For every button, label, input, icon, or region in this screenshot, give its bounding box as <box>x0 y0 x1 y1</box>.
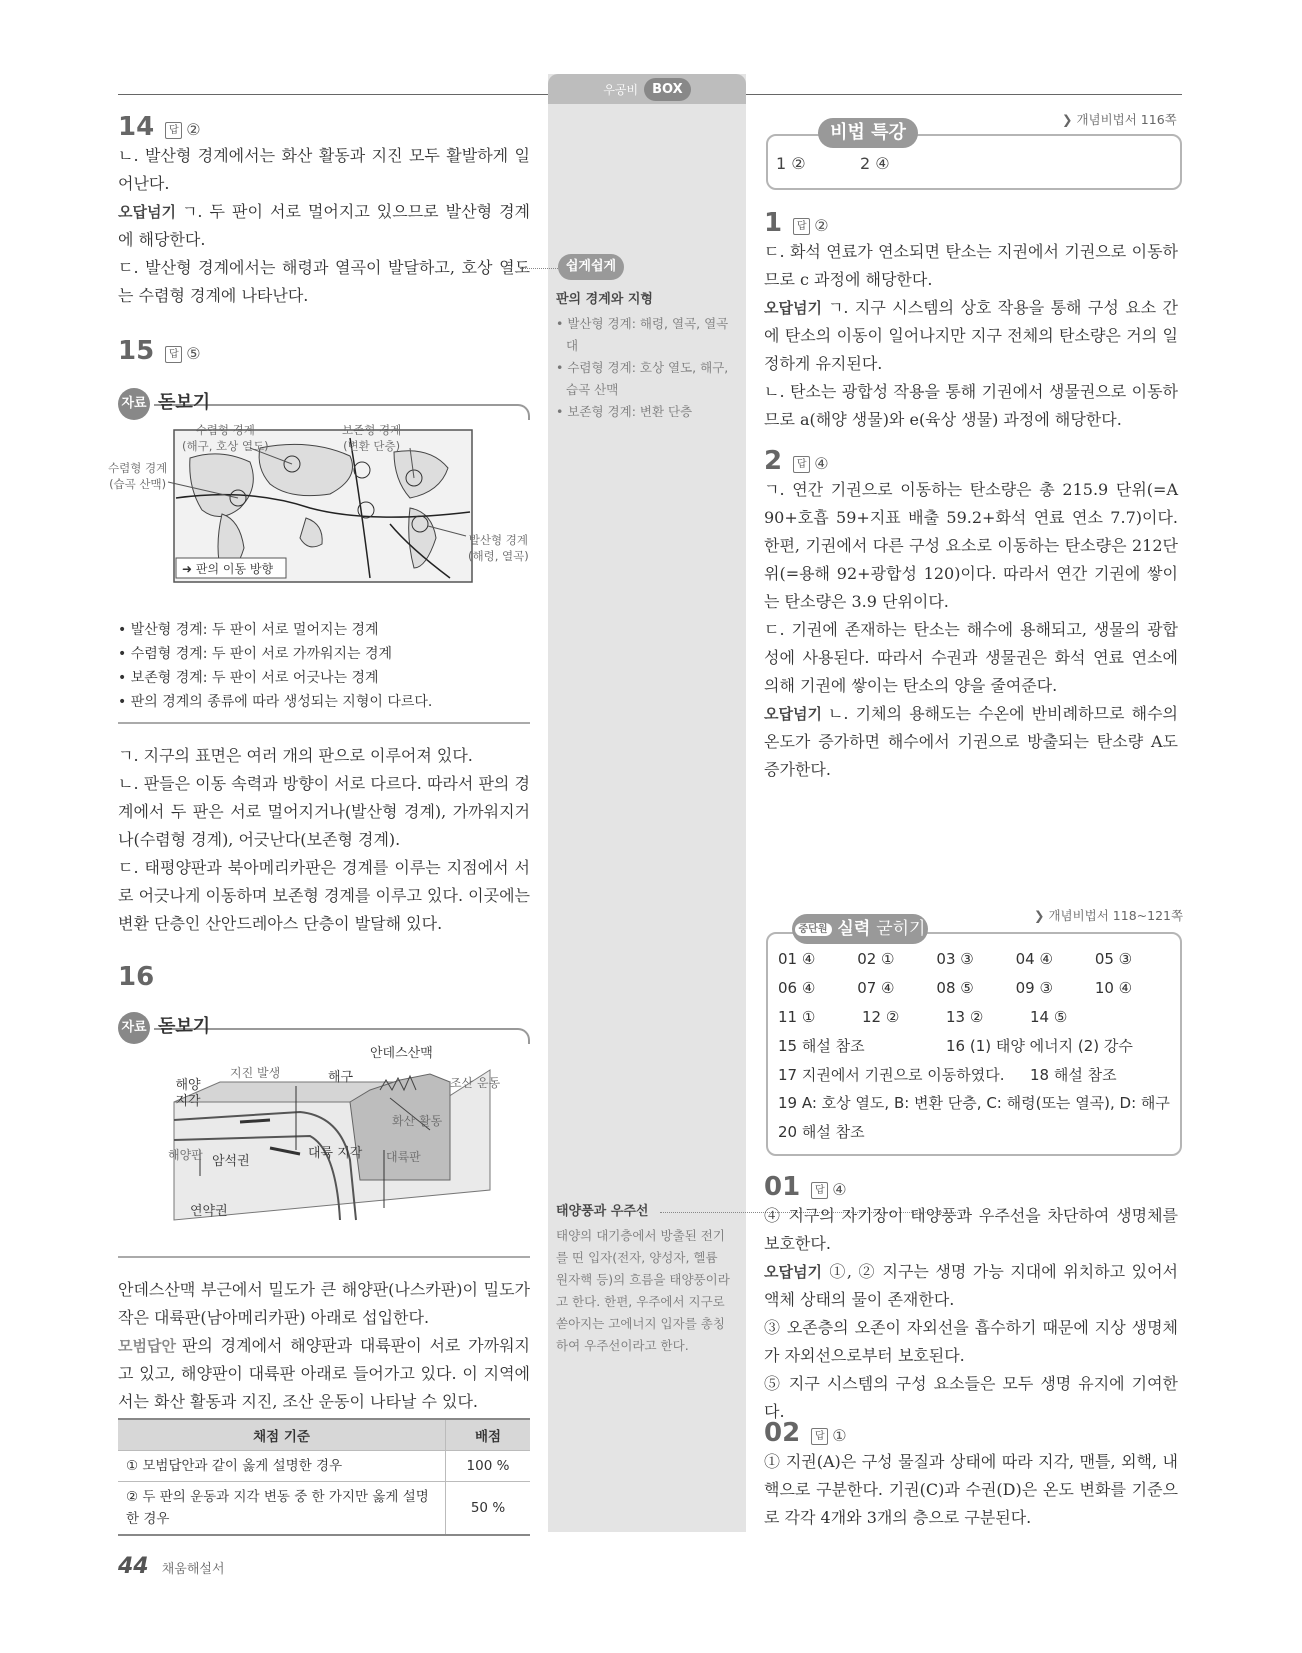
map-label-divergent-sub: (해령, 열곡) <box>468 549 529 563</box>
special-answer-1: 1 ② <box>776 154 806 173</box>
r-q1-answer: ② <box>814 216 829 235</box>
label-earthquake: 지진 발생 <box>230 1066 281 1080</box>
map-label-transform: 보존형 경계 <box>342 423 402 437</box>
map-label-convergent-a-sub: (해구, 호상 열도) <box>182 439 269 453</box>
answer-grid <box>778 944 1174 1147</box>
r-q1-para2: ㄱ. 지구 시스템의 상호 작용을 통해 구성 요소 간에 탄소의 이동이 일어나지만 지구 전체의 탄소량은 거의 일정하게 유지된다. <box>764 298 1178 373</box>
q16-para2: 판의 경계에서 해양판과 대륙판이 서로 가까워지고 있고, 해양판이 대륙판 아래로 들어가고 있다. 이 지역에서는 화산 활동과 지진, 조산 운동이 나타날 수 있다. <box>118 1336 530 1411</box>
box-tab-small: 우공비 <box>603 82 639 97</box>
r-q01-number: 01 <box>764 1172 801 1202</box>
scoring-table <box>118 1418 530 1536</box>
q14-para2: ㄱ. 두 판이 서로 멀어지고 있으므로 발산형 경계에 해당한다. <box>118 202 530 249</box>
label-ocean-plate: 해양판 <box>168 1148 203 1162</box>
wrong-tag: 오답넘기 <box>764 299 822 317</box>
list-item: • 수렴형 경계: 호상 열도, 해구, 습곡 산맥 <box>556 357 732 401</box>
map-label-convergent-c-sub: (습곡 산맥) <box>109 477 167 491</box>
q15-number: 15 <box>118 336 155 366</box>
map-label-convergent-c: 수렴형 경계 <box>108 461 168 475</box>
page-footer <box>118 1554 225 1579</box>
answer-cell: 17 지권에서 기권으로 이동하였다. <box>778 1066 1005 1084</box>
r-q1-para1: ㄷ. 화석 연료가 연소되면 탄소는 지권에서 기권으로 이동하므로 c 과정에 해당한다. <box>764 242 1178 289</box>
r-q01-answer: ④ <box>832 1180 847 1199</box>
r-q01-para4: ⑤ 지구 시스템의 구성 요소들은 모두 생명 유지에 기여한다. <box>764 1374 1178 1421</box>
q15-para3: ㄷ. 태평양판과 북아메리카판은 경계를 이루는 지점에서 서로 어긋나게 이동하며 보존형 경계를 이루고 있다. 이곳에는 변환 단층인 산안드레아스 단층이 발달해 있다. <box>118 858 530 933</box>
answer-row <box>778 1031 1174 1060</box>
book-title: 채움해설서 <box>161 1562 225 1577</box>
label-trench: 해구 <box>328 1070 354 1085</box>
q16-section-head <box>118 1008 530 1042</box>
mid-unit-title-b: 굳히기 <box>876 919 926 939</box>
r-q1-block <box>764 208 1178 434</box>
r-q2-para3: ㄴ. 기체의 용해도는 수온에 반비례하므로 해수의 온도가 증가하면 해수에서 기권으로 방출되는 탄소량 A도 증가한다. <box>764 704 1178 779</box>
r-q02-number: 02 <box>764 1418 801 1448</box>
ref-116: ❯ 개념비법서 116쪽 <box>1062 112 1177 127</box>
page-number: 44 <box>118 1554 149 1579</box>
answer-row <box>778 1002 1174 1031</box>
ref-118: ❯ 개념비법서 118~121쪽 <box>1034 908 1184 923</box>
r-q2-number: 2 <box>764 446 783 476</box>
answer-cell: 07 ④ <box>857 978 895 997</box>
map-legend: ➜ 판의 이동 방향 <box>182 562 274 576</box>
table-header: 배점 <box>446 1419 531 1451</box>
label-continental-plate: 대륙판 <box>386 1150 421 1164</box>
q16-number: 16 <box>118 962 155 992</box>
mid-unit-badge: 중단원 <box>795 923 832 936</box>
r-q02-para1: ① 지권(A)은 구성 물질과 상태에 따라 지각, 맨틀, 외핵, 내핵으로 구분한다. 기권(C)과 수권(D)은 온도 변화를 기준으로 각각 4개와 3개의 층으로 구분된다. <box>764 1452 1178 1527</box>
q15-section-head <box>118 384 530 418</box>
special-title: 비법 특강 <box>818 118 918 148</box>
r-q02-block <box>764 1418 1178 1532</box>
answer-row: 20 해설 참조 <box>778 1123 865 1141</box>
plate-map-figure <box>108 423 540 604</box>
q15-bullets <box>118 618 530 714</box>
r-q01-para3: ③ 오존층의 오존이 자외선을 흡수하기 때문에 지상 생명체가 자외선으로부터 보호된다. <box>764 1318 1178 1365</box>
answer-row <box>778 1060 1174 1089</box>
q15-heading <box>118 336 530 366</box>
label-orogeny: 조산 운동 <box>450 1076 501 1090</box>
section-label: 돋보기 <box>158 392 211 413</box>
label-continental-crust: 대륙 지각 <box>308 1146 363 1161</box>
map-label-transform-sub: (변환 단층) <box>343 439 401 453</box>
r-q01-para1: ④ 지구의 자기장이 태양풍과 우주선을 차단하여 생명체를 보호한다. <box>764 1206 1178 1253</box>
wrong-tag: 오답넘기 <box>764 1263 822 1281</box>
list-item: • 보존형 경계: 변환 단층 <box>556 401 732 423</box>
mid-unit-title <box>792 914 928 944</box>
r-q2-block <box>764 446 1178 784</box>
solar-wind-title: 태양풍과 우주선 <box>556 1204 649 1219</box>
answer-cell: 08 ⑤ <box>936 978 974 997</box>
q16-heading <box>118 962 530 992</box>
answer-icon: 답 <box>165 122 182 139</box>
answer-cell: 02 ① <box>857 949 895 968</box>
answer-cell: 13 ② <box>946 1007 984 1026</box>
q15-para1: ㄱ. 지구의 표면은 여러 개의 판으로 이루어져 있다. <box>118 746 473 765</box>
answer-cell: 12 ② <box>862 1007 900 1026</box>
model-answer-tag: 모범답안 <box>118 1337 176 1355</box>
r-q1-number: 1 <box>764 208 783 238</box>
answer-cell: 14 ⑤ <box>1030 1007 1068 1026</box>
answer-cell: 10 ④ <box>1094 978 1133 997</box>
section-badge: 자료 <box>118 1012 150 1044</box>
solar-wind-text: 태양의 대기층에서 방출된 전기를 띤 입자(전자, 양성자, 헬륨 원자핵 등)의 흐름을 태양풍이라고 한다. 한편, 우주에서 지구로 쏟아지는 고에너지 입자를 총칭하여 우주선이라고 한다. <box>556 1228 730 1353</box>
q14-block <box>118 112 530 310</box>
answer-icon: 답 <box>811 1182 828 1199</box>
map-label-divergent: 발산형 경계 <box>468 533 528 547</box>
answer-icon: 답 <box>793 218 810 235</box>
q16-explanation <box>118 1276 530 1416</box>
subduction-figure <box>150 1046 540 1230</box>
q16-para1: 안데스산맥 부근에서 밀도가 큰 해양판(나스카판)이 밀도가 작은 대륙판(남아메리카판) 아래로 섭입한다. <box>118 1280 530 1327</box>
answer-cell: 09 ③ <box>1015 978 1053 997</box>
easy-list <box>556 313 732 423</box>
answer-cell: 16 (1) 태양 에너지 (2) 강수 <box>946 1037 1133 1055</box>
table-row <box>118 1482 530 1536</box>
section-rule <box>154 404 530 420</box>
special-answer-2: 2 ④ <box>860 154 890 173</box>
box-tab-label: BOX <box>644 78 691 101</box>
label-andes: 안데스산맥 <box>370 1046 433 1061</box>
section-rule <box>154 1028 530 1044</box>
r-q2-answer: ④ <box>814 454 829 473</box>
table-cell: 50 % <box>446 1482 531 1536</box>
connector <box>520 268 560 269</box>
answer-cell: 03 ③ <box>936 949 974 968</box>
answer-row <box>778 944 1174 973</box>
table-cell: 100 % <box>446 1451 531 1482</box>
r-q01-para2: ①, ② 지구는 생명 가능 지대에 위치하고 있어서 액체 상태의 물이 존재한다. <box>764 1262 1178 1309</box>
section-label: 돋보기 <box>158 1016 211 1037</box>
q15-para2: ㄴ. 판들은 이동 속력과 방향이 서로 다르다. 따라서 판의 경계에서 두 판은 서로 멀어지거나(발산형 경계), 가까워지거나(수렴형 경계), 어긋난다(보존형 경계). <box>118 774 530 849</box>
table-header: 채점 기준 <box>118 1419 446 1451</box>
solar-wind-box <box>556 1200 732 1357</box>
q15-answer: ⑤ <box>186 344 201 363</box>
r-q02-answer: ① <box>832 1426 847 1445</box>
answer-cell: 15 해설 참조 <box>778 1037 865 1055</box>
answer-icon: 답 <box>811 1428 828 1445</box>
q14-para3: ㄷ. 발산형 경계에서는 해령과 열곡이 발달하고, 호상 열도는 수렴형 경계에 나타난다. <box>118 258 530 305</box>
list-item: • 발산형 경계: 해령, 열곡, 열곡대 <box>556 313 732 357</box>
q14-para1: ㄴ. 발산형 경계에서는 화산 활동과 지진 모두 활발하게 일어난다. <box>118 146 530 193</box>
q15-explanation <box>118 742 530 938</box>
r-q1-para3: ㄴ. 탄소는 광합성 작용을 통해 기권에서 생물권으로 이동하므로 a(해양 생물)와 e(육상 생물) 과정에 해당한다. <box>764 382 1178 429</box>
box-tab <box>548 74 746 104</box>
label-ocean-crust: 해양 지각 <box>175 1078 201 1109</box>
easy-box <box>556 288 732 423</box>
label-asthenosphere: 연약권 <box>190 1204 228 1219</box>
r-q2-para2: ㄷ. 기권에 존재하는 탄소는 해수에 용해되고, 생물의 광합성에 사용된다. 따라서 수권과 생물권은 화석 연료 연소에 의해 기권에 쌓이는 탄소의 양을 줄여준다. <box>764 620 1178 695</box>
answer-cell: 05 ③ <box>1094 949 1133 968</box>
answer-icon: 답 <box>165 346 182 363</box>
easy-title: 판의 경계와 지형 <box>556 292 653 307</box>
answer-cell: 18 해설 참조 <box>1030 1066 1117 1084</box>
answer-row <box>778 973 1174 1002</box>
answer-cell: 01 ④ <box>778 949 816 968</box>
list-item: • 수렴형 경계: 두 판이 서로 가까워지는 경계 <box>118 642 530 666</box>
label-lithosphere: 암석권 <box>212 1154 250 1169</box>
table-row <box>118 1451 530 1482</box>
list-item: • 발산형 경계: 두 판이 서로 멀어지는 경계 <box>118 618 530 642</box>
list-item: • 판의 경계의 종류에 따라 생성되는 지형이 다르다. <box>118 690 530 714</box>
r-q2-para1: ㄱ. 연간 기권으로 이동하는 탄소량은 총 215.9 단위(=A 90+호흡 59+지표 배출 59.2+화석 연료 연소 7.7)이다. 한편, 기권에서 다른 구성 요소로 이동하는 탄소량은 212단위(=용해 92+광합성 120)이다. 따라서 연간 기권에 쌓이는 탄소량은 3.9 단위이다. <box>764 480 1178 611</box>
world-map-image <box>110 428 540 604</box>
answer-cell: 04 ④ <box>1015 949 1053 968</box>
divider <box>118 722 530 724</box>
list-item: • 보존형 경계: 두 판이 서로 어긋나는 경계 <box>118 666 530 690</box>
wrong-tag: 오답넘기 <box>764 705 822 723</box>
answer-icon: 답 <box>793 456 810 473</box>
easy-badge: 쉽게쉽게 <box>558 254 624 280</box>
r-q01-block <box>764 1172 1178 1426</box>
answer-cell: 06 ④ <box>778 978 816 997</box>
mid-unit-title-a: 실력 <box>837 919 871 939</box>
q14-answer: ② <box>186 120 201 139</box>
wrong-tag: 오답넘기 <box>118 203 176 221</box>
answer-row: 19 A: 호상 열도, B: 변환 단층, C: 해령(또는 열곡), D: 해구 <box>778 1094 1170 1112</box>
table-cell: ① 모범답안과 같이 옳게 설명한 경우 <box>118 1451 446 1482</box>
section-badge: 자료 <box>118 388 150 420</box>
label-volcano: 화산 활동 <box>392 1114 443 1128</box>
table-cell: ② 두 판의 운동과 지각 변동 중 한 가지만 옳게 설명한 경우 <box>118 1482 446 1536</box>
q14-number: 14 <box>118 112 155 142</box>
divider <box>118 1256 530 1258</box>
map-label-convergent-a: 수렴형 경계 <box>195 423 255 437</box>
answer-cell: 11 ① <box>778 1007 816 1026</box>
